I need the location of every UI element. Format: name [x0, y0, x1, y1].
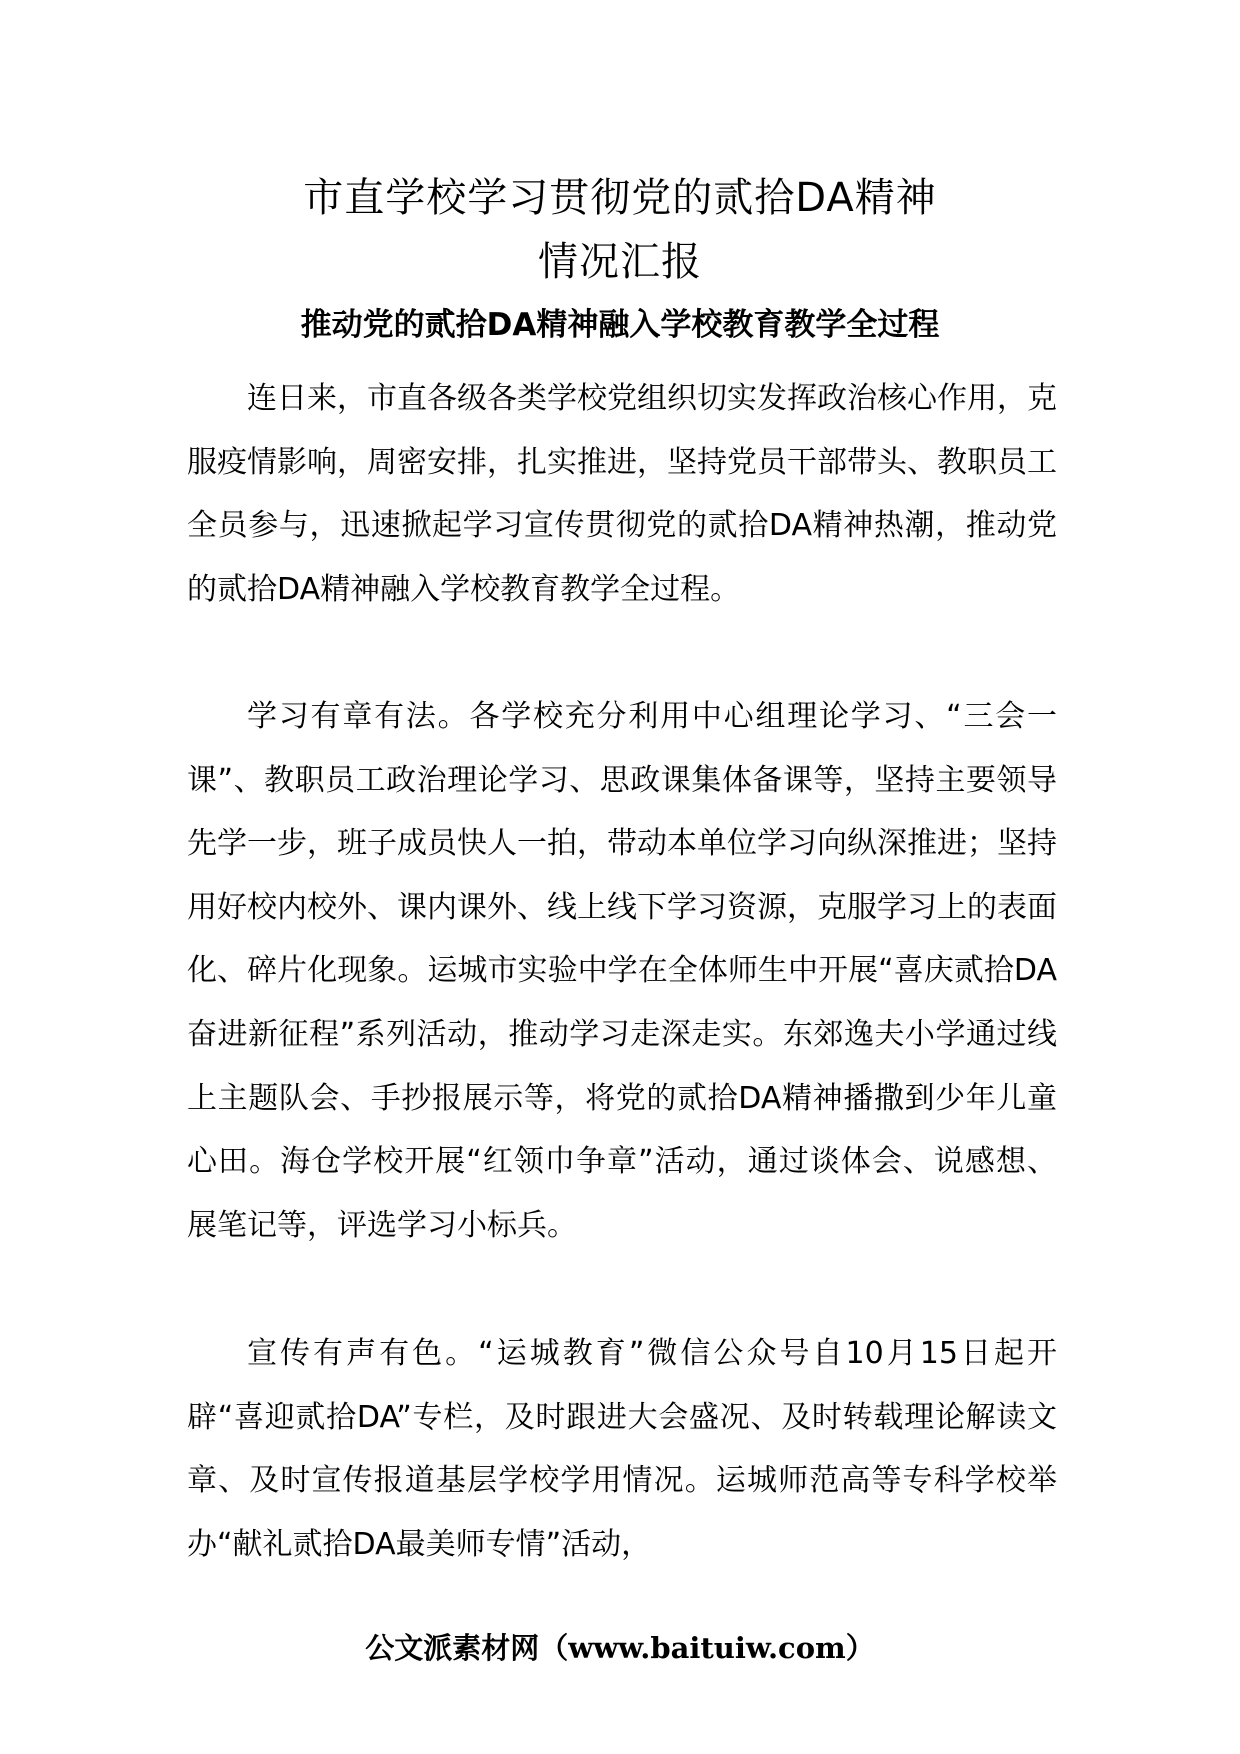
paragraph-intro: 连日来，市直各级各类学校党组织切实发挥政治核心作用，克服疫情影响，周密安排，扎实推进，坚持党员干部带头、教职员工全员参与，迅速掀起学习宣传贯彻党的贰拾DA精神热潮，推动党的贰拾DA精神融入学校教育教学全过程。: [187, 381, 1057, 607]
document-title-line-2: 情况汇报: [538, 239, 702, 285]
document-title-line-1: 市直学校学习贯彻党的贰拾DA精神: [303, 175, 937, 221]
page-footer-watermark: 公文派素材网（www.baituiw.com）: [365, 1631, 875, 1665]
document-subtitle: 推动党的贰拾DA精神融入学校教育教学全过程: [300, 307, 940, 343]
paragraph-study: 学习有章有法。各学校充分利用中心组理论学习、“三会一课”、教职员工政治理论学习、思政课集体备课等，坚持主要领导先学一步，班子成员快人一拍，带动本单位学习向纵深推进；坚持用好校内校外、课内课外、线上线下学习资源，克服学习上的表面化、碎片化现象。运城市实验中学在全体师生中开展“喜庆贰拾DA奋进新征程”系列活动，推动学习走深走实。东郊逸夫小学通过线上主题队会、手抄报展示等，将党的贰拾DA精神播撒到少年儿童心田。海仓学校开展“红领巾争章”活动，通过谈体会、说感想、展笔记等，评选学习小标兵。: [187, 699, 1057, 1243]
paragraph-publicity: 宣传有声有色。“运城教育”微信公众号自10月15日起开辟“喜迎贰拾DA”专栏，及时跟进大会盛况、及时转载理论解读文章、及时宣传报道基层学校学用情况。运城师范高等专科学校举办“献礼贰拾DA最美师专情”活动，: [187, 1336, 1057, 1562]
